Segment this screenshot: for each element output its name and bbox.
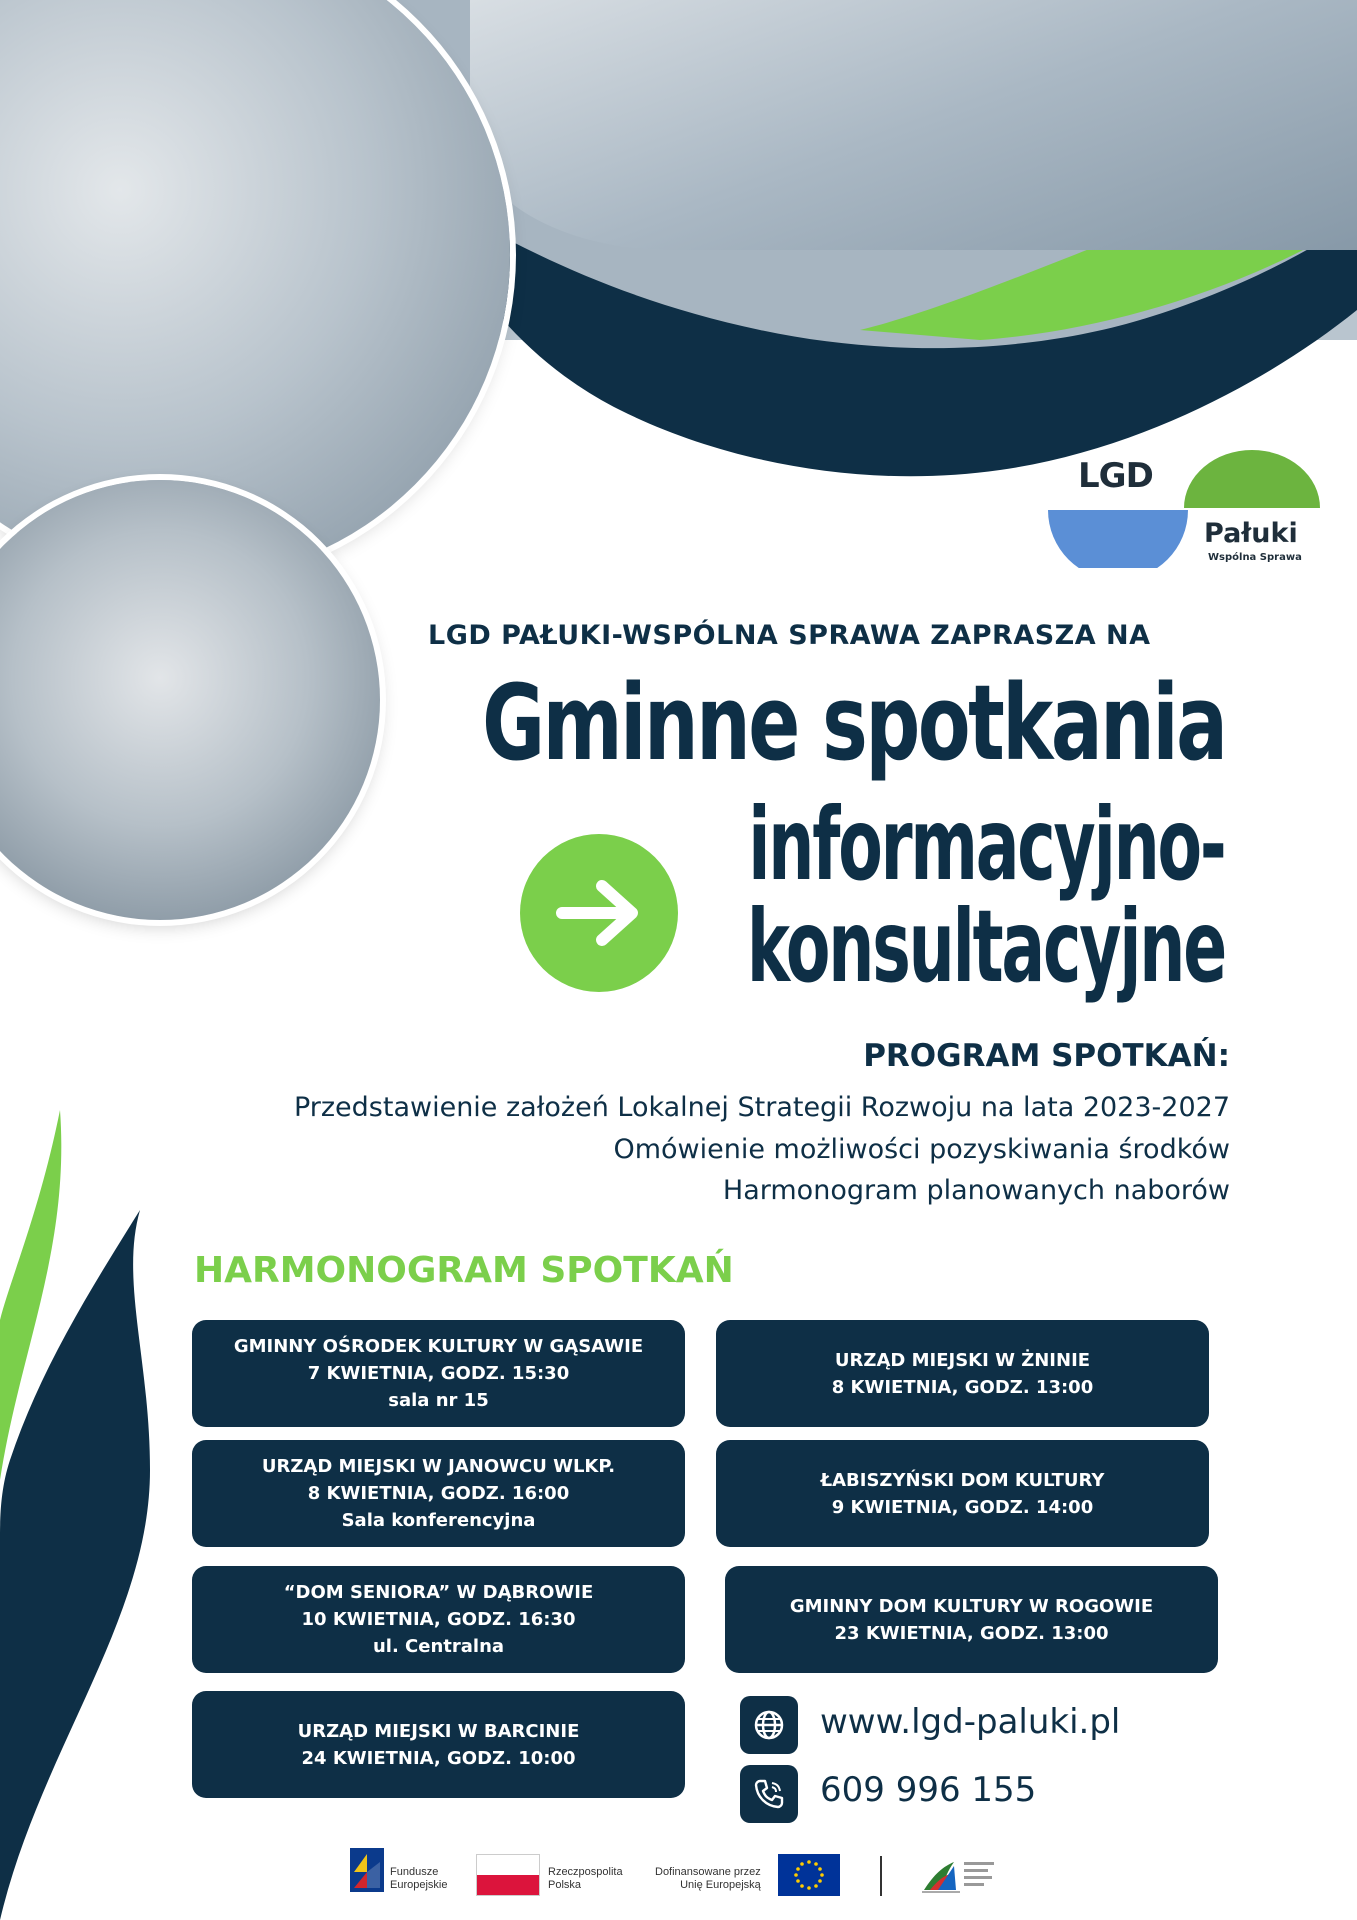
logo-lgd-text: LGD <box>1078 456 1153 496</box>
fe-line2: Europejskie <box>390 1879 448 1891</box>
program-item-1: Przedstawienie założeń Lokalnej Strategii Rozwoju na lata 2023-2027 <box>293 1092 1230 1123</box>
arrow-badge <box>520 834 678 992</box>
meeting-card <box>192 1566 685 1673</box>
phone-icon-box <box>740 1765 798 1823</box>
website-link[interactable]: www.lgd-paluki.pl <box>820 1702 1121 1742</box>
logo-name-text: Pałuki <box>1204 518 1298 549</box>
meeting-room: sala nr 15 <box>388 1390 489 1411</box>
program-heading: PROGRAM SPOTKAŃ: <box>863 1038 1230 1074</box>
meeting-date: 7 KWIETNIA, GODZ. 15:30 <box>307 1363 570 1384</box>
meeting-place: GMINNY DOM KULTURY W ROGOWIE <box>789 1595 1154 1617</box>
rp-line1: Rzeczpospolita <box>548 1866 623 1878</box>
rp-label <box>548 1866 623 1892</box>
arrow-right-icon <box>554 878 644 948</box>
meeting-room: Sala konferencyjna <box>341 1510 536 1531</box>
meeting-date: 24 KWIETNIA, GODZ. 10:00 <box>301 1747 576 1769</box>
meeting-date: 10 KWIETNIA, GODZ. 16:30 <box>301 1609 576 1630</box>
funding-logos-bar <box>340 1838 1030 1908</box>
meeting-place: GMINNY OŚRODEK KULTURY W GĄSAWIE <box>233 1336 644 1357</box>
meeting-place: URZĄD MIEJSKI W JANOWCU WLKP. <box>261 1456 616 1477</box>
meeting-card <box>192 1320 685 1427</box>
meeting-place: URZĄD MIEJSKI W BARCINIE <box>297 1720 580 1742</box>
rp-line2: Polska <box>548 1879 582 1891</box>
meeting-date: 9 KWIETNIA, GODZ. 14:00 <box>831 1496 1094 1518</box>
meeting-date: 8 KWIETNIA, GODZ. 16:00 <box>307 1483 570 1504</box>
meeting-card <box>716 1320 1209 1427</box>
page-title-line2: informacyjno- <box>748 786 1225 903</box>
meeting-date: 23 KWIETNIA, GODZ. 13:00 <box>834 1622 1109 1644</box>
page-title-line3: konsultacyjne <box>746 888 1225 1005</box>
program-item-2: Omówienie możliwości pozyskiwania środków <box>613 1134 1230 1165</box>
fe-label <box>390 1866 447 1892</box>
fe-line1: Fundusze <box>390 1866 439 1878</box>
meeting-card <box>725 1566 1218 1673</box>
meeting-place: URZĄD MIEJSKI W ŻNINIE <box>834 1349 1091 1371</box>
eu-line1: Dofinansowane przez <box>655 1866 761 1878</box>
meeting-place: ŁABISZYŃSKI DOM KULTURY <box>820 1469 1105 1491</box>
website-icon-box <box>740 1696 798 1754</box>
meeting-card <box>716 1440 1209 1547</box>
lgd-paluki-logo <box>1048 448 1320 568</box>
eu-flag-icon <box>778 1854 840 1896</box>
footer-divider <box>880 1856 882 1896</box>
intro-text: LGD PAŁUKI-WSPÓLNA SPRAWA ZAPRASZA NA <box>428 620 1151 651</box>
logo-tagline-text: Wspólna Sprawa <box>1208 552 1302 563</box>
rural-development-logo <box>920 1854 1000 1898</box>
team-meeting-photo <box>470 0 1357 250</box>
meeting-room: ul. Centralna <box>372 1636 505 1657</box>
schedule-heading: HARMONOGRAM SPOTKAŃ <box>194 1250 734 1291</box>
meeting-date: 8 KWIETNIA, GODZ. 13:00 <box>831 1376 1094 1398</box>
phone-number[interactable]: 609 996 155 <box>820 1770 1037 1810</box>
eu-label <box>655 1866 761 1892</box>
program-item-3: Harmonogram planowanych naborów <box>722 1175 1230 1206</box>
meeting-place: “DOM SENIORA” W DĄBROWIE <box>283 1582 594 1603</box>
meeting-card <box>192 1440 685 1547</box>
meeting-card <box>192 1691 685 1798</box>
phone-icon <box>752 1777 786 1811</box>
european-funds-logo <box>350 1848 384 1892</box>
eu-line2: Unię Europejską <box>680 1879 761 1891</box>
page-title-line1: Gminne spotkania <box>481 662 1225 784</box>
globe-icon <box>753 1709 785 1741</box>
poland-flag-icon <box>476 1854 540 1896</box>
